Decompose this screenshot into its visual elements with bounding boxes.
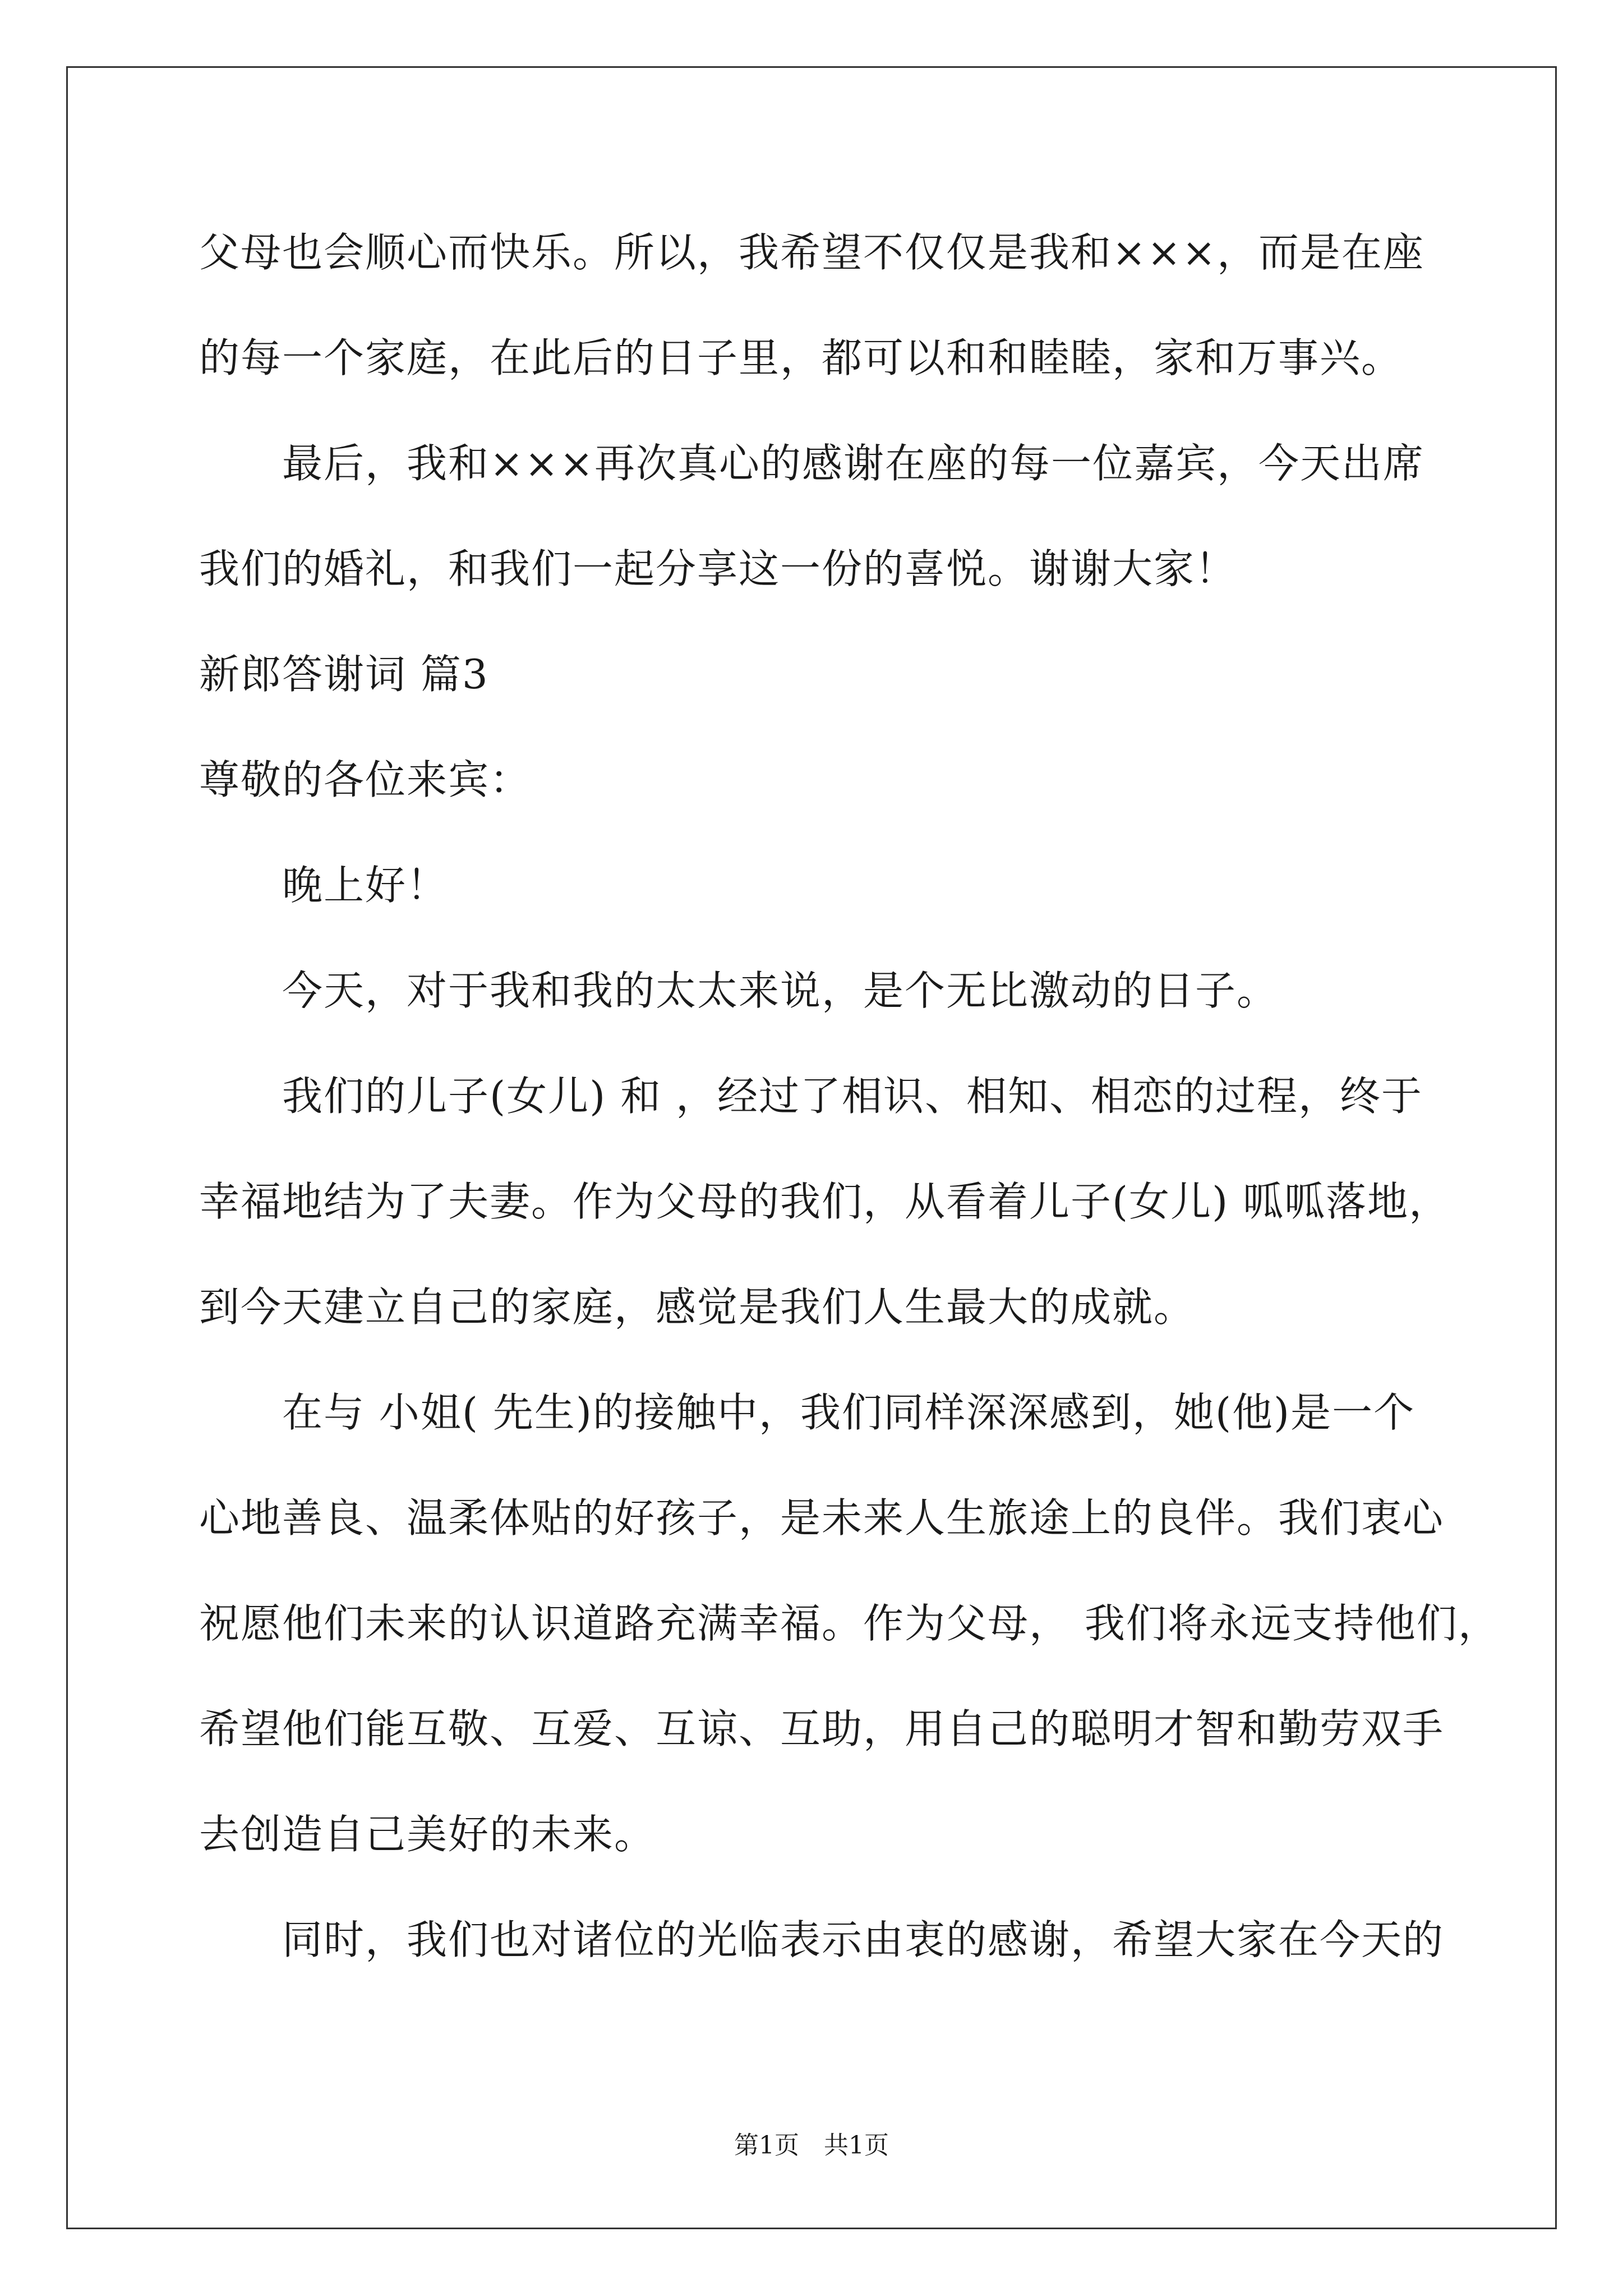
text-line-4: 我们的婚礼，和我们一起分享这一份的喜悦。谢谢大家！: [199, 545, 1237, 592]
text-line-12: 在与 小姐( 先生)的接触中，我们同样深深感到，她(他)是一个: [282, 1389, 1415, 1436]
greeting: 晚上好！: [282, 862, 449, 909]
text-line-2: 的每一个家庭，在此后的日子里，都可以和和睦睦，家和万事兴。: [199, 334, 1403, 381]
text-line-3: 最后，我和×××再次真心的感谢在座的每一位嘉宾，今天出席: [282, 440, 1424, 487]
text-line-15: 希望他们能互敬、互爱、互谅、互助，用自己的聪明才智和勤劳双手: [199, 1705, 1445, 1752]
page-number-footer: 第1页 共1页: [734, 2131, 889, 2160]
text-line-1: 父母也会顺心而快乐。所以，我希望不仅仅是我和×××，而是在座: [199, 229, 1424, 276]
section-heading: 新郎答谢词 篇3: [199, 651, 489, 698]
text-line-11: 到今天建立自己的家庭，感觉是我们人生最大的成就。: [199, 1283, 1196, 1331]
text-line-13: 心地善良、温柔体贴的好孩子，是未来人生旅途上的良伴。我们衷心: [199, 1494, 1445, 1542]
text-line-8: 今天，对于我和我的太太来说，是个无比激动的日子。: [282, 967, 1279, 1014]
text-line-17: 同时，我们也对诸位的光临表示由衷的感谢，希望大家在今天的: [282, 1916, 1445, 1963]
text-line-10: 幸福地结为了夫妻。作为父母的我们，从看着儿子(女儿) 呱呱落地，: [199, 1178, 1451, 1225]
salutation: 尊敬的各位来宾：: [199, 756, 532, 803]
text-line-16: 去创造自己美好的未来。: [199, 1811, 656, 1858]
text-line-9: 我们的儿子(女儿) 和 ，经过了相识、相知、相恋的过程，终于: [282, 1073, 1423, 1120]
document-body: [199, 216, 1500, 2009]
text-line-14: 祝愿他们未来的认识道路充满幸福。作为父母， 我们将永远支持他们，: [199, 1600, 1500, 1647]
